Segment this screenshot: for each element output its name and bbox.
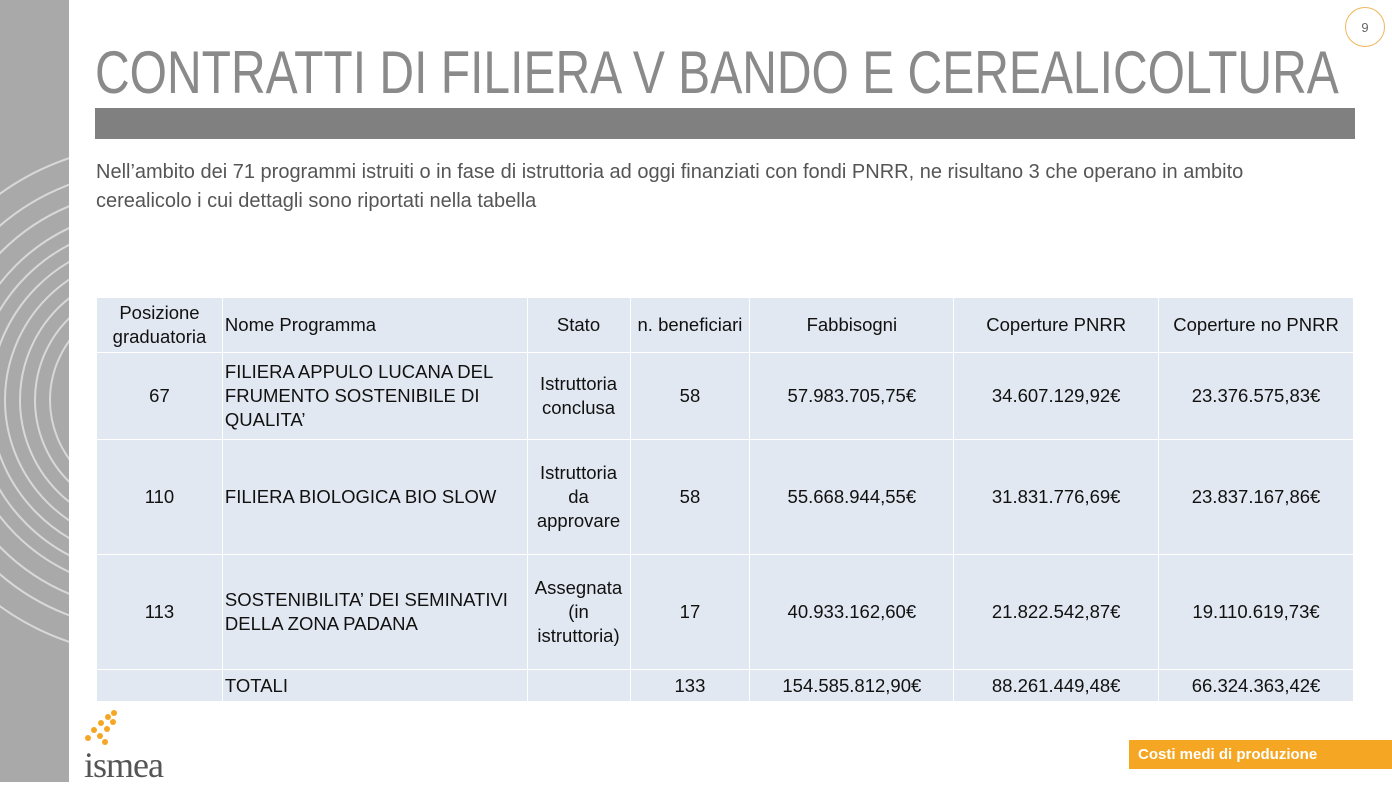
table-row bbox=[97, 555, 1354, 670]
cell-coperture-no-pnrr: 19.110.619,73€ bbox=[1159, 555, 1354, 670]
total-coperture-pnrr: 88.261.449,48€ bbox=[954, 670, 1159, 702]
decorative-side-strip bbox=[0, 0, 69, 782]
page-number: 9 bbox=[1345, 7, 1385, 47]
cell-stato: Istruttoria conclusa bbox=[527, 353, 630, 440]
cell-posizione: 110 bbox=[97, 440, 223, 555]
table-header-row bbox=[97, 298, 1354, 353]
cell-nome: FILIERA BIOLOGICA BIO SLOW bbox=[222, 440, 527, 555]
cell-fabbisogni: 55.668.944,55€ bbox=[750, 440, 954, 555]
cell-coperture-pnrr: 34.607.129,92€ bbox=[954, 353, 1159, 440]
total-coperture-no-pnrr: 66.324.363,42€ bbox=[1159, 670, 1354, 702]
header-cell: Coperture PNRR bbox=[954, 298, 1159, 353]
intro-paragraph: Nell’ambito dei 71 programmi istruiti o in fase di istruttoria ad oggi finanziati con fondi PNRR, ne risultano 3 che operano in ambito cerealicolo i cui dettagli sono riportati nella tabella bbox=[96, 161, 1244, 212]
total-fabbisogni: 154.585.812,90€ bbox=[750, 670, 954, 702]
cell-beneficiari: 17 bbox=[630, 555, 750, 670]
header-cell: Posizione graduatoria bbox=[97, 298, 223, 353]
cell-nome: FILIERA APPULO LUCANA DEL FRUMENTO SOSTENIBILE DI QUALITA’ bbox=[222, 353, 527, 440]
header-cell: n. beneficiari bbox=[630, 298, 750, 353]
cell-coperture-no-pnrr: 23.376.575,83€ bbox=[1159, 353, 1354, 440]
cell-coperture-pnrr: 31.831.776,69€ bbox=[954, 440, 1159, 555]
header-cell: Stato bbox=[527, 298, 630, 353]
logo-wordmark: ismea bbox=[84, 745, 163, 785]
table-totals-row bbox=[97, 670, 1354, 702]
swirl-pattern-icon bbox=[0, 0, 69, 782]
header-cell: Coperture no PNRR bbox=[1159, 298, 1354, 353]
title-underline-bar bbox=[95, 108, 1355, 139]
totals-label: TOTALI bbox=[222, 670, 527, 702]
cell-nome: SOSTENIBILITA’ DEI SEMINATIVI DELLA ZONA PADANA bbox=[222, 555, 527, 670]
total-beneficiari: 133 bbox=[630, 670, 750, 702]
cell-coperture-pnrr: 21.822.542,87€ bbox=[954, 555, 1159, 670]
cell-stato: Assegnata (in istruttoria) bbox=[527, 555, 630, 670]
header-cell: Fabbisogni bbox=[750, 298, 954, 353]
page-title: CONTRATTI DI FILIERA V BANDO E CEREALICOLTURA bbox=[95, 39, 1339, 106]
header-cell: Nome Programma bbox=[222, 298, 527, 353]
table-row bbox=[97, 353, 1354, 440]
cell-empty bbox=[527, 670, 630, 702]
cell-empty bbox=[97, 670, 223, 702]
programs-table bbox=[96, 297, 1354, 702]
table-row bbox=[97, 440, 1354, 555]
footer-section-tag: Costi medi di produzione bbox=[1129, 740, 1392, 769]
cell-stato: Istruttoria da approvare bbox=[527, 440, 630, 555]
cell-fabbisogni: 40.933.162,60€ bbox=[750, 555, 954, 670]
cell-posizione: 67 bbox=[97, 353, 223, 440]
cell-coperture-no-pnrr: 23.837.167,86€ bbox=[1159, 440, 1354, 555]
cell-posizione: 113 bbox=[97, 555, 223, 670]
cell-beneficiari: 58 bbox=[630, 353, 750, 440]
cell-beneficiari: 58 bbox=[630, 440, 750, 555]
cell-fabbisogni: 57.983.705,75€ bbox=[750, 353, 954, 440]
